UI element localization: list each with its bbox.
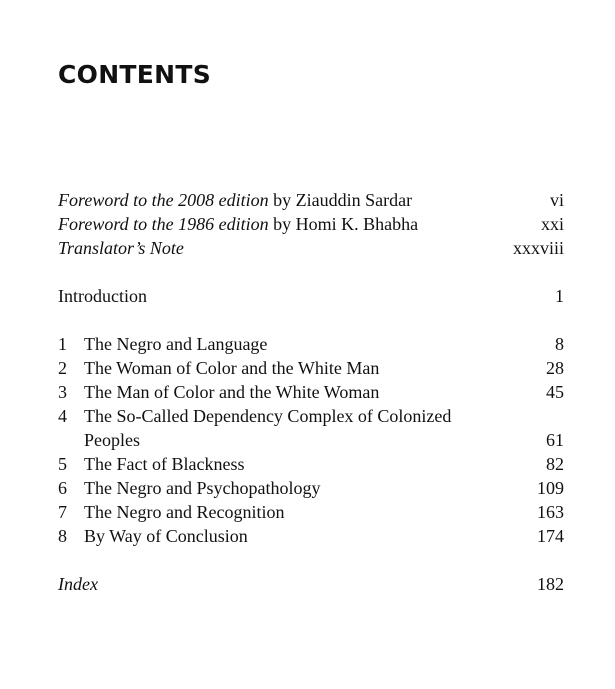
- toc-entry-index: [58, 572, 564, 596]
- chapter-number: 1: [58, 334, 67, 354]
- toc-entry-title-italic: Foreword to the 1986 edition: [58, 214, 269, 234]
- toc-entry-page: vi: [549, 190, 564, 210]
- chapter-title: The Negro and Recognition: [84, 502, 285, 522]
- toc-chapter-4-continued: [58, 428, 564, 452]
- chapter-list: [58, 332, 564, 548]
- page-title: CONTENTS: [58, 60, 212, 89]
- toc-chapter-1: [58, 332, 564, 356]
- chapter-page: 163: [537, 502, 564, 522]
- toc-entry-title: [58, 212, 418, 236]
- toc-entry-author: by Ziauddin Sardar: [268, 190, 413, 210]
- chapter-title: The Negro and Psychopathology: [84, 478, 321, 498]
- chapter-title: The Negro and Language: [84, 334, 268, 354]
- toc-chapter-4: [58, 404, 564, 428]
- chapter-title-continued: Peoples: [84, 430, 140, 450]
- toc-entry-title: Introduction: [58, 286, 147, 306]
- toc-entry-title: Index: [58, 574, 98, 594]
- toc-entry-foreword-1986: [58, 212, 564, 236]
- chapter-title: The Woman of Color and the White Man: [84, 358, 380, 378]
- chapter-page: 45: [546, 382, 564, 402]
- toc-entry-title: Translator’s Note: [58, 238, 184, 258]
- chapter-page: 174: [537, 526, 564, 546]
- toc-chapter-3: [58, 380, 564, 404]
- toc-entry-title: [58, 188, 412, 212]
- chapter-title: The Man of Color and the White Woman: [84, 382, 380, 402]
- chapter-number: 5: [58, 454, 67, 474]
- toc-chapter-5: [58, 452, 564, 476]
- chapter-page: 28: [546, 358, 564, 378]
- chapter-title: By Way of Conclusion: [84, 526, 248, 546]
- chapter-number: 2: [58, 358, 67, 378]
- toc-entry-translators-note: [58, 236, 564, 260]
- toc-entry-foreword-2008: [58, 188, 564, 212]
- toc-entry-page: xxxviii: [512, 238, 564, 258]
- toc-chapter-6: [58, 476, 564, 500]
- toc-entry-page: xxi: [540, 214, 564, 234]
- toc-entry-title-italic: Foreword to the 2008 edition: [58, 190, 269, 210]
- index-entry: [58, 572, 564, 596]
- chapter-page: 82: [546, 454, 564, 474]
- chapter-number: 4: [58, 406, 67, 426]
- front-matter-list: [58, 188, 564, 260]
- toc-chapter-2: [58, 356, 564, 380]
- chapter-number: 7: [58, 502, 67, 522]
- chapter-number: 8: [58, 526, 67, 546]
- chapter-page: 109: [537, 478, 564, 498]
- toc-entry-page: 182: [537, 574, 564, 594]
- toc-chapter-8: [58, 524, 564, 548]
- chapter-title: The Fact of Blackness: [84, 454, 245, 474]
- toc-entry-page: 1: [555, 286, 564, 306]
- chapter-page: 8: [555, 334, 564, 354]
- chapter-number: 6: [58, 478, 67, 498]
- toc-chapter-7: [58, 500, 564, 524]
- toc-entry-introduction: [58, 284, 564, 308]
- chapter-page: 61: [546, 430, 564, 450]
- introduction-entry: [58, 284, 564, 308]
- chapter-number: 3: [58, 382, 67, 402]
- chapter-title: The So-Called Dependency Complex of Colonized: [84, 406, 452, 426]
- toc-entry-author: by Homi K. Bhabha: [268, 214, 419, 234]
